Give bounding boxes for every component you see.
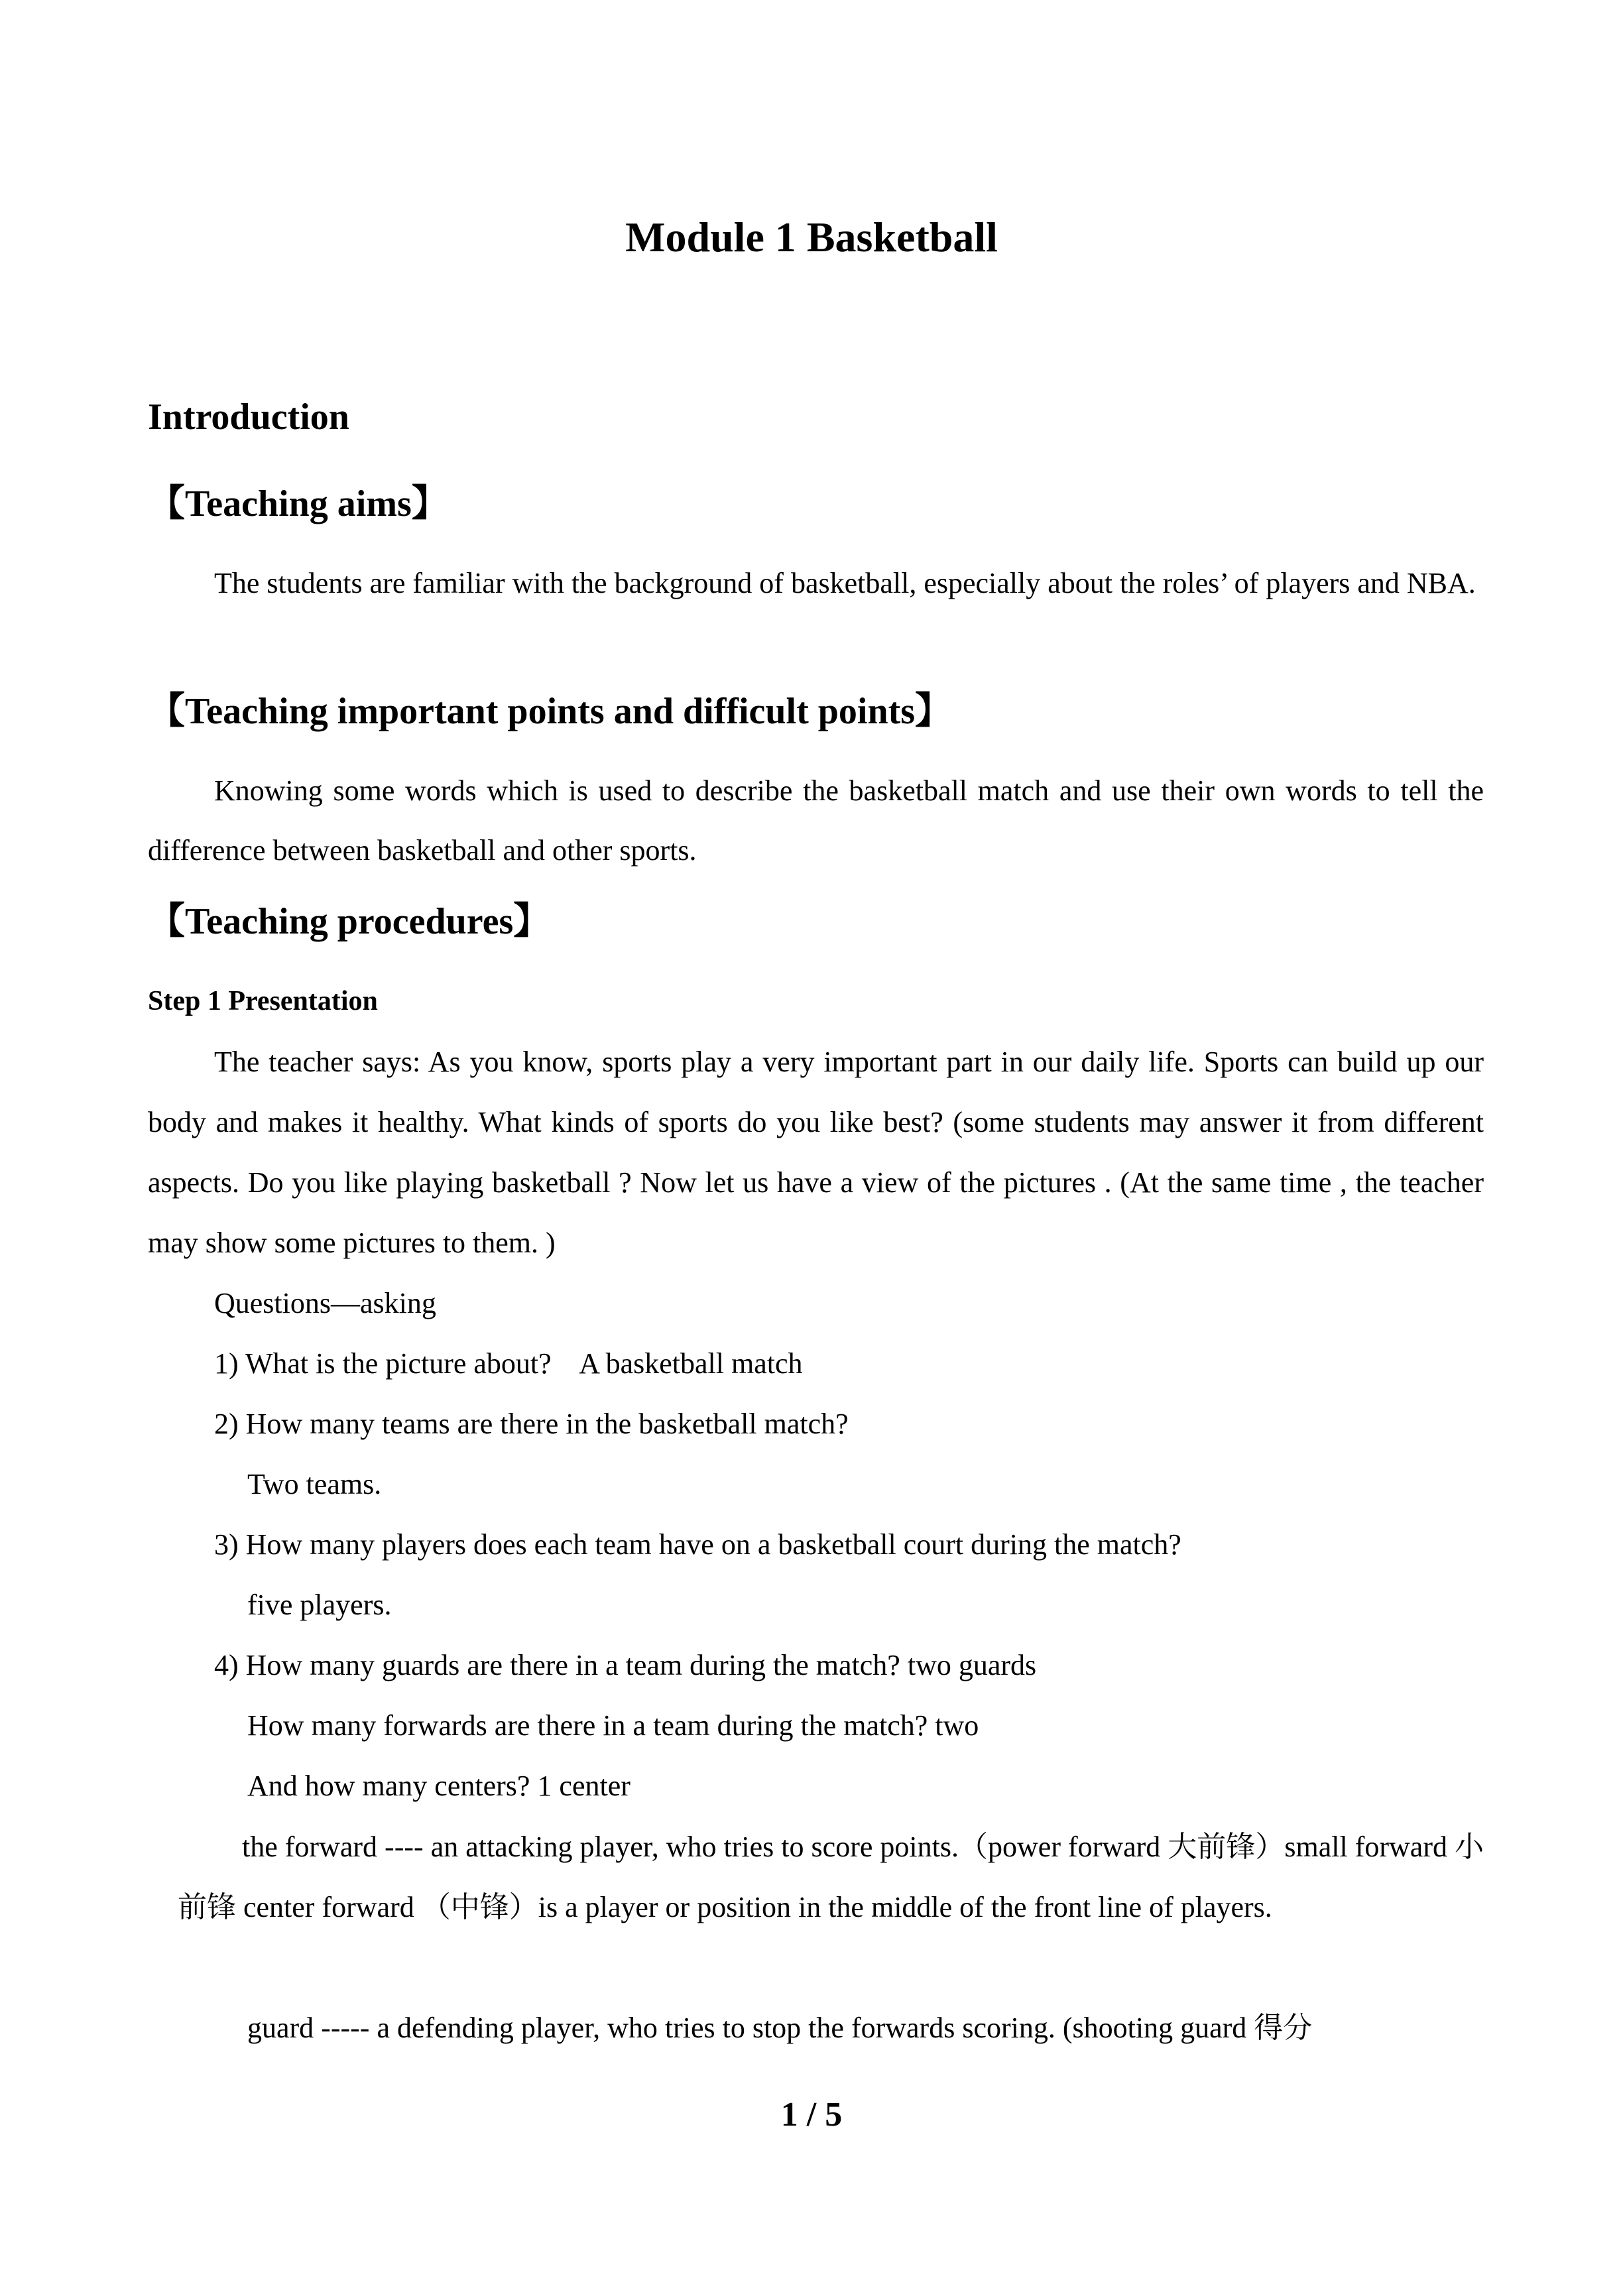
important-points-text: Knowing some words which is used to describe the basketball match and use their own words to tell the difference between basketball and other sports. [148, 774, 1484, 867]
teaching-aims-text: The students are familiar with the background of basketball, especially about the roles’ of players and NBA. [214, 567, 1476, 599]
question-4: 4) How many guards are there in a team during the match? two guards [214, 1649, 1037, 1681]
step1-presentation-text: The teacher says: As you know, sports play a very important part in our daily life. Sports can build up our body and makes it healthy. What kinds of sports do you like best? (some students may answer it from different aspects. Do you like playing basketball ? Now let us have a view of the pictures . (At the same time , the teacher may show some pictures to them. ) [148, 1046, 1484, 1259]
question-3: 3) How many players does each team have on a basketball court during the match? [214, 1528, 1181, 1561]
answer-3: five players. [247, 1589, 392, 1621]
introduction-heading: Introduction [148, 396, 349, 438]
teaching-aims-heading: 【Teaching aims】 [148, 483, 449, 524]
teaching-procedures-heading: 【Teaching procedures】 [148, 901, 551, 942]
question-1: 1) What is the picture about? A basketball match [214, 1347, 803, 1380]
question-4c: And how many centers? 1 center [247, 1770, 631, 1802]
step1-heading: Step 1 Presentation [148, 986, 378, 1016]
answer-2: Two teams. [247, 1468, 382, 1500]
question-2: 2) How many teams are there in the basketball match? [214, 1408, 849, 1440]
guard-definition: guard ----- a defending player, who tries to stop the forwards scoring. (shooting guard 得分 [247, 2012, 1313, 2044]
question-4b: How many forwards are there in a team during the match? two [247, 1709, 979, 1742]
page-number: 1 / 5 [780, 2096, 843, 2134]
important-points-heading: 【Teaching important points and difficult points】 [148, 691, 953, 732]
document-title: Module 1 Basketball [625, 213, 998, 261]
forward-definition: the forward ---- an attacking player, who tries to score points.（power forward 大前锋）small forward 小前锋 center forward （中锋）is a player or position in the middle of the front line of players. [178, 1831, 1484, 1923]
questions-label: Questions—asking [214, 1287, 436, 1319]
